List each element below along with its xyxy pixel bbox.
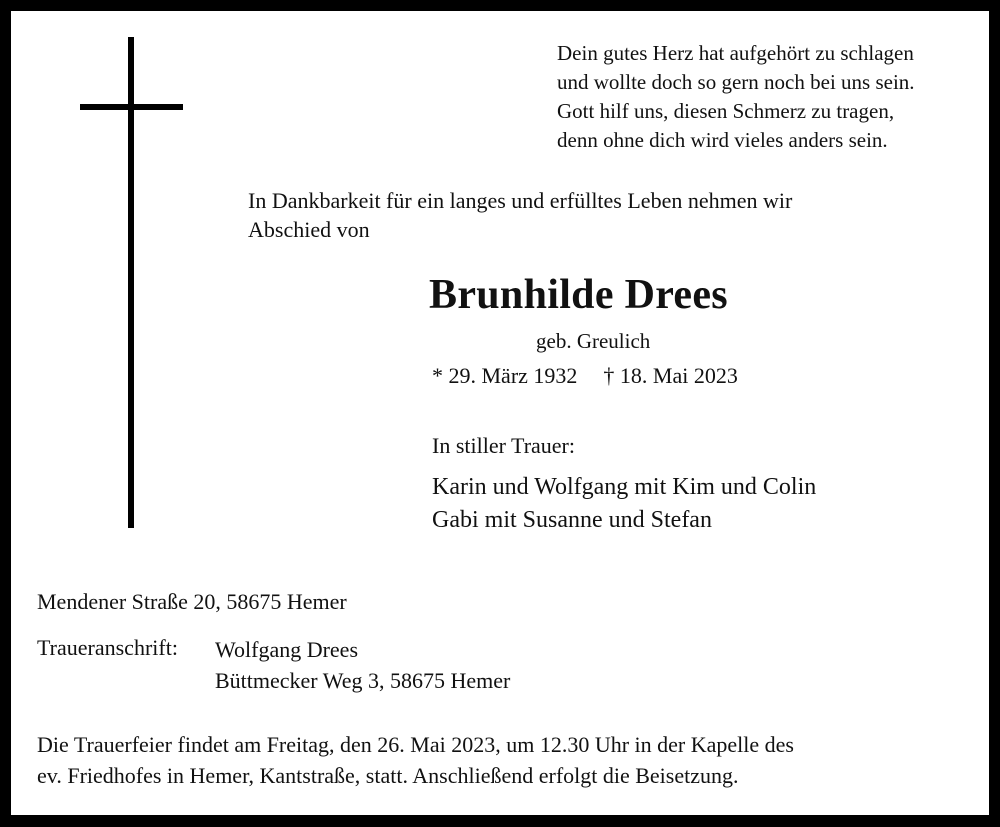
verse-line: Dein gutes Herz hat aufgehört zu schlagen	[557, 41, 914, 65]
birth-name: geb. Greulich	[536, 329, 651, 353]
intro-line: In Dankbarkeit für ein langes und erfülltes Leben nehmen wir	[248, 188, 793, 213]
ceremony-line: Die Trauerfeier findet am Freitag, den 26. Mai 2023, um 12.30 Uhr in der Kapelle des	[37, 732, 794, 757]
intro-line: Abschied von	[248, 217, 370, 242]
contact-line: Büttmecker Weg 3, 58675 Hemer	[215, 668, 511, 693]
deceased-name: Brunhilde Drees	[429, 272, 728, 318]
death-date: † 18. Mai 2023	[603, 363, 738, 388]
intro-text	[248, 186, 792, 244]
mourner-line: Karin und Wolfgang mit Kim und Colin	[432, 474, 817, 500]
verse-line: Gott hilf uns, diesen Schmerz zu tragen,	[557, 99, 895, 123]
verse-line: und wollte doch so gern noch bei uns sein.	[557, 70, 915, 94]
verse-line: denn ohne dich wird vieles anders sein.	[557, 128, 888, 152]
ceremony-line: ev. Friedhofes in Hemer, Kantstraße, statt. Anschließend erfolgt die Beisetzung.	[37, 763, 739, 788]
obituary-notice	[11, 11, 989, 815]
mourners-list	[432, 471, 816, 537]
contact-address	[215, 634, 510, 696]
mourner-line: Gabi mit Susanne und Stefan	[432, 507, 712, 533]
home-address: Mendener Straße 20, 58675 Hemer	[37, 589, 347, 614]
cross-horizontal-bar	[80, 104, 183, 110]
contact-line: Wolfgang Drees	[215, 637, 359, 662]
mourning-label: In stiller Trauer:	[432, 433, 575, 458]
life-dates	[432, 362, 738, 390]
contact-label: Traueranschrift:	[37, 635, 178, 660]
birth-date: * 29. März 1932	[432, 363, 578, 388]
ceremony-info	[37, 729, 794, 791]
memorial-verse	[557, 39, 915, 155]
cross-vertical-bar	[128, 37, 134, 528]
